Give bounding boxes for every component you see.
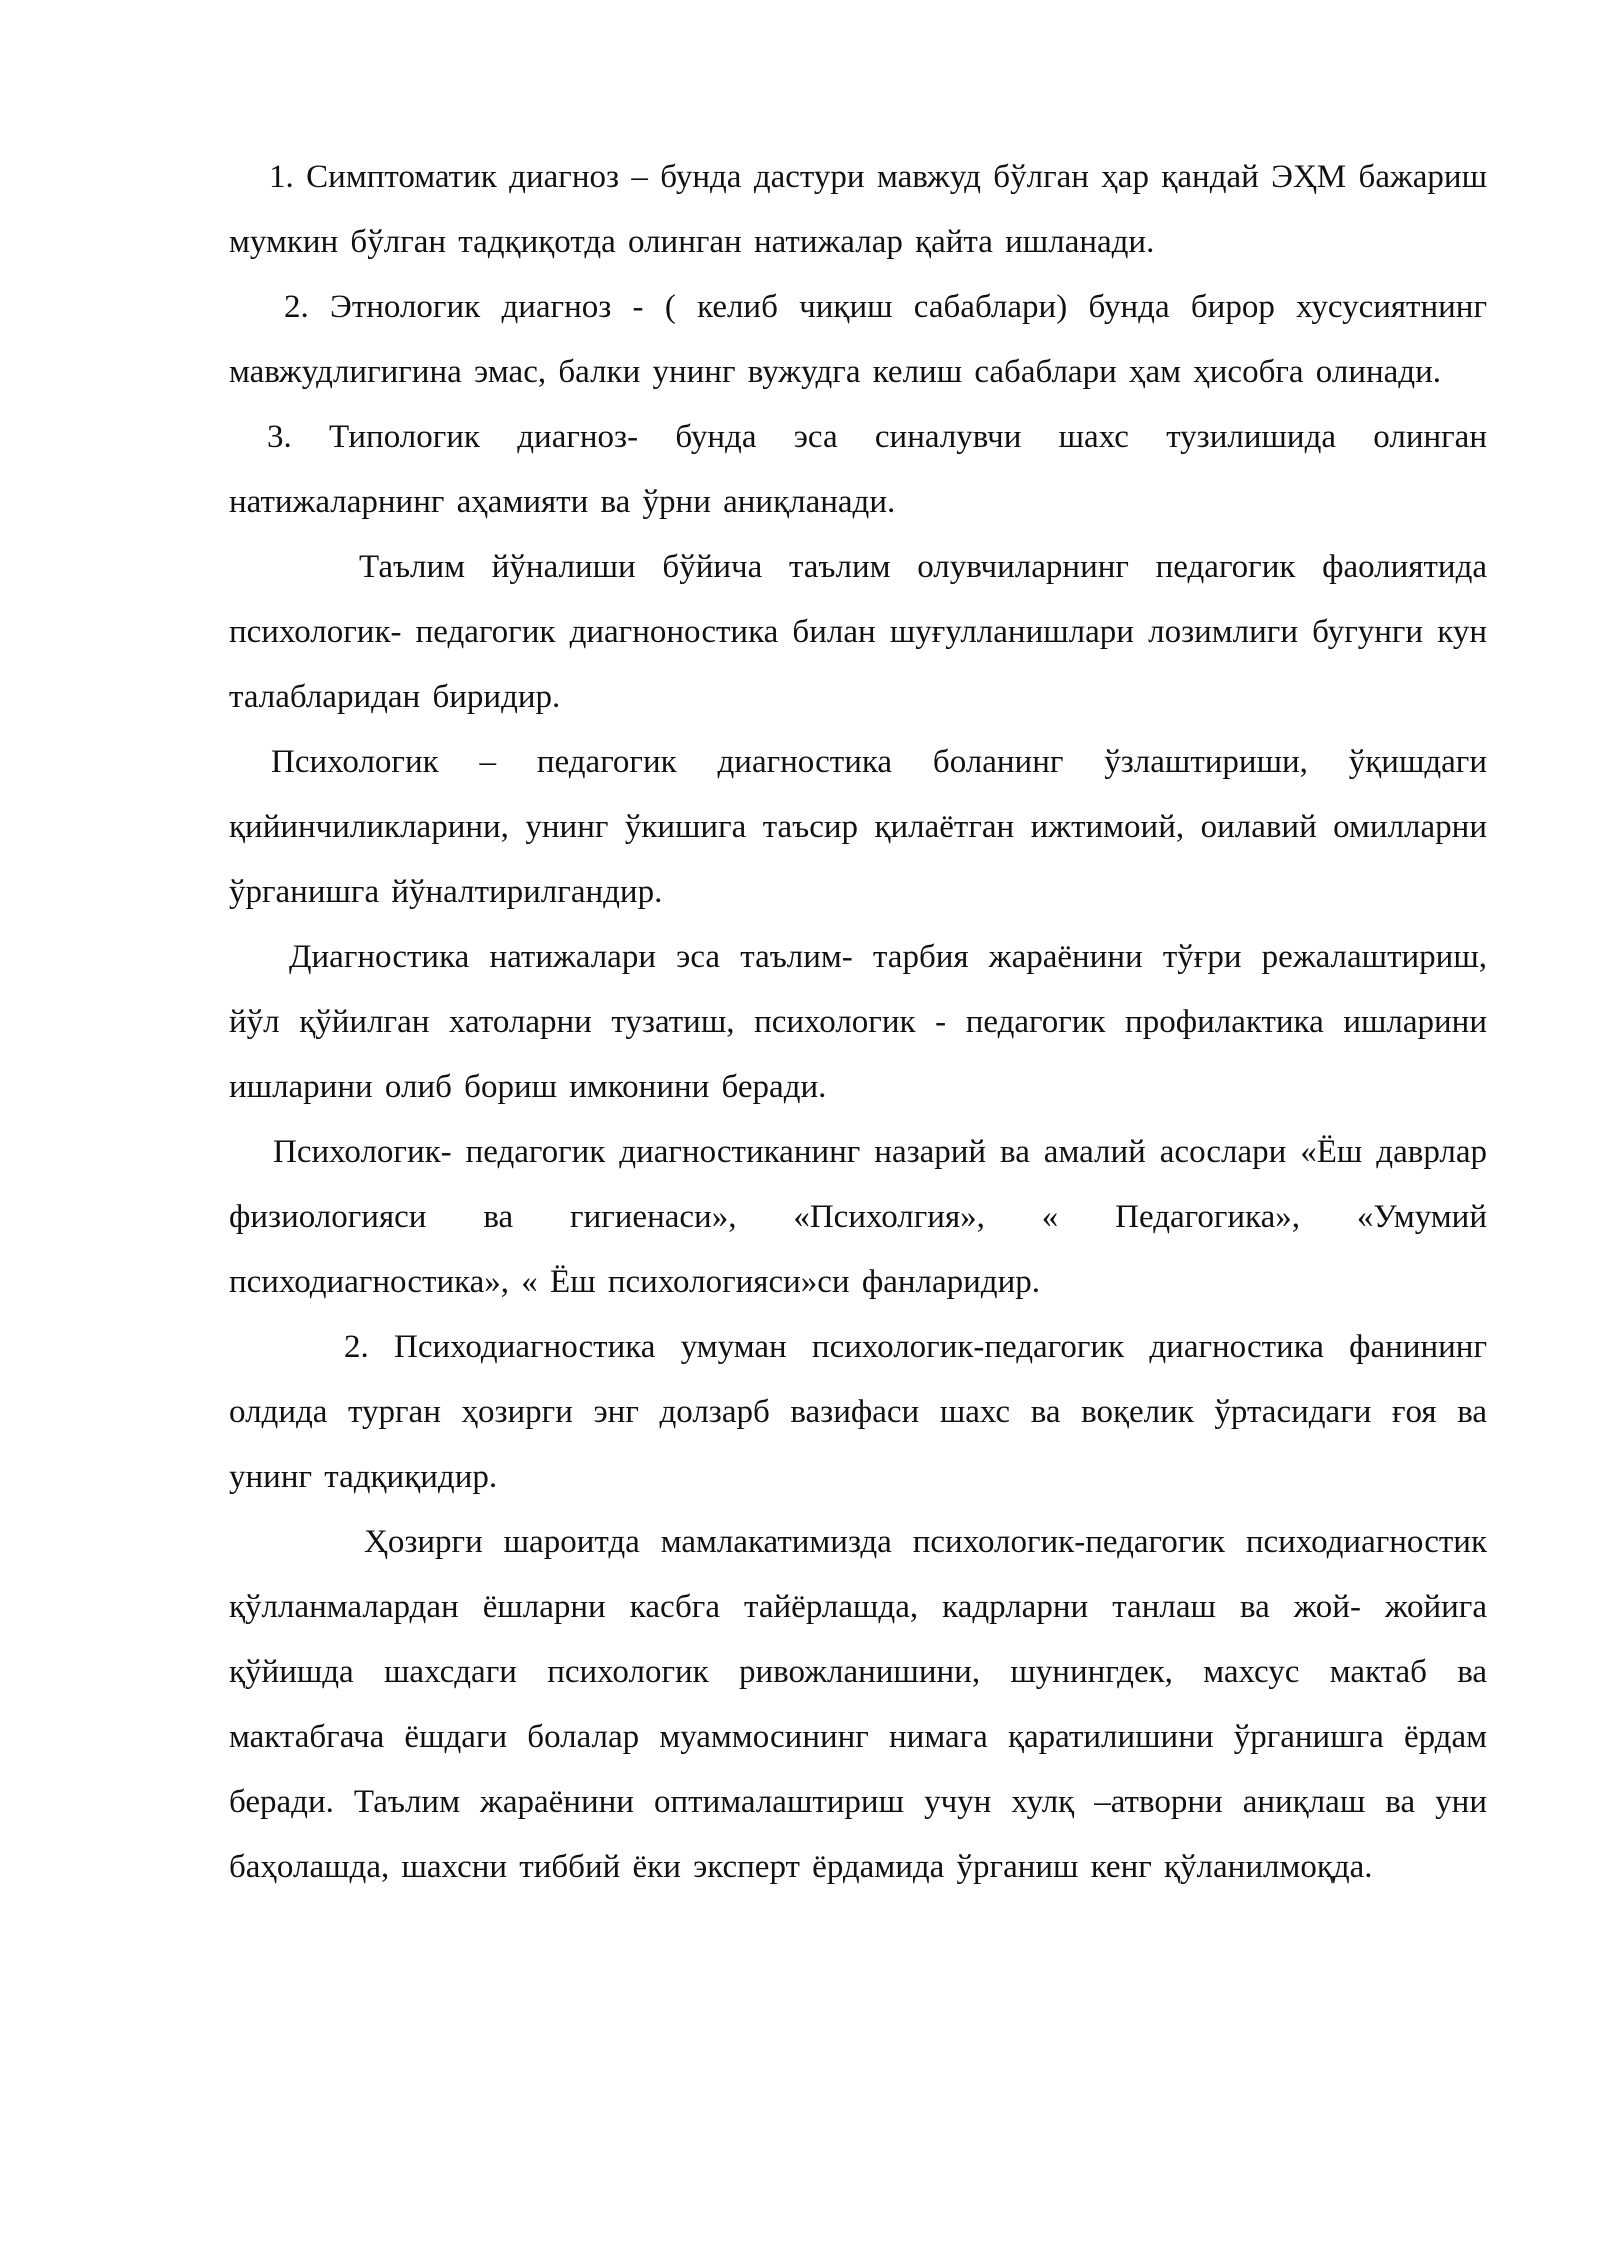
- paragraph-typologic-diagnosis: 3. Типологик диагноз- бунда эса синалувчи шахс тузилишида олинган натижаларнинг аҳамияти ва ўрни аниқланади.: [229, 419, 1487, 520]
- paragraph-theoretical-foundations: Психологик- педагогик диагностиканинг назарий ва амалий асослари «Ёш даврлар физиологияси ва гигиенаси», «Психолгия», « Педагогика», «Умумий психодиагностика», « Ёш психологияси»си фанларидир.: [229, 1134, 1487, 1300]
- paragraph-diagnostics-results: Диагностика натижалари эса таълим- тарбия жараёнини тўғри режалаштириш, йўл қўйилган хатоларни тузатиш, психологик - педагогик профилактика ишларини ишларини олиб бориш имконини беради.: [229, 939, 1487, 1105]
- document-page: [229, 145, 1487, 1900]
- paragraph-current-conditions: Ҳозирги шароитда мамлакатимизда психологик-педагогик психодиагностик қўлланмалардан ёшларни касбга тайёрлашда, кадрларни танлаш ва жой- жойига қўйишда шахсдаги психологик ривожланишини, шунингдек, махсус мактаб ва мактабгача ёшдаги болалар муаммосининг нимага қаратилишини ўрганишга ёрдам беради. Таълим жараёнини оптималаштириш учун хулқ –атворни аниқлаш ва уни баҳолашда, шахсни тиббий ёки эксперт ёрдамида ўрганиш кенг қўланилмоқда.: [229, 1524, 1487, 1885]
- paragraph-psych-ped-diagnostics: Психологик – педагогик диагностика боланинг ўзлаштириши, ўқишдаги қийинчиликларини, унинг ўкишига таъсир қилаётган ижтимоий, оилавий омилларни ўрганишга йўналтирилгандир.: [229, 744, 1487, 910]
- paragraph-psychodiagnostics-task: 2. Психодиагностика умуман психологик-педагогик диагностика фанининг олдида турган ҳозирги энг долзарб вазифаси шахс ва воқелик ўртасидаги ғоя ва унинг тадқиқидир.: [229, 1329, 1487, 1495]
- paragraph-symptomatic-diagnosis: 1. Симптоматик диагноз – бунда дастури мавжуд бўлган ҳар қандай ЭҲМ бажариш мумкин бўлган тадқиқотда олинган натижалар қайта ишланади.: [229, 159, 1487, 260]
- paragraph-education-direction: Таълим йўналиши бўйича таълим олувчиларнинг педагогик фаолиятида психологик- педагогик диагноностика билан шуғулланишлари лозимлиги бугунги кун талабларидан биридир.: [229, 549, 1487, 715]
- paragraph-etiologic-diagnosis: 2. Этнологик диагноз - ( келиб чиқиш сабаблари) бунда бирор хусусиятнинг мавжудлигигина эмас, балки унинг вужудга келиш сабаблари ҳам ҳисобга олинади.: [229, 289, 1487, 390]
